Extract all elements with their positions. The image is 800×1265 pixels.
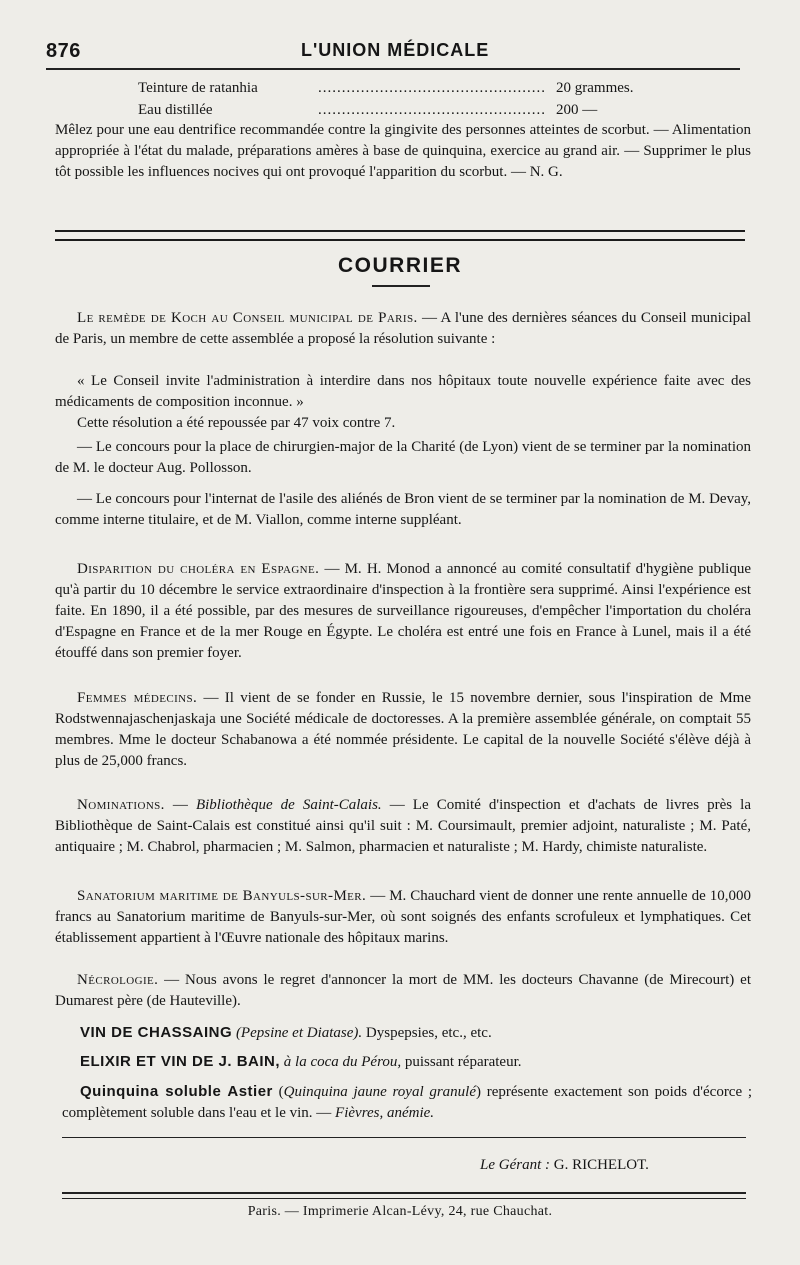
recipe-list [138,80,738,124]
gerant-line [480,1157,649,1174]
news-item-body: — A l'une des dernières séances du Conseil municipal de Paris, un membre de cette assemblée a proposé la résolution suivante : [55,310,751,347]
news-item-bron: — Le concours pour l'internat de l'asile des aliénés de Bron vient de se terminer par la nomination de M. Devay, comme interne titulaire, et de M. Viallon, comme interne suppléant. [55,491,751,528]
advert-chassaing [80,1022,750,1044]
gerant-label: Le Gérant : [480,1157,550,1173]
advert-text: ( [272,1084,284,1100]
news-item-body: — Nous avons le regret d'annoncer la mort de MM. les docteurs Chavanne (de Mirecourt) et Dumarest père (de Hauteville). [55,972,751,1009]
journal-title: L'UNION MÉDICALE [301,40,490,60]
news-item-sanatorium [55,886,751,949]
news-item-heading: Nécrologie. [77,972,159,988]
news-item-body: — Le Comité d'inspection et d'achats de livres près la Bibliothèque de Saint-Calais est constitué ainsi qu'il suit : M. Coursimault, premier adjoint, naturaliste ; M. Paté, antiquaire ; M. Chabrol, pharmacien ; M. Salmon, pharmacien et naturaliste ; M. Hardy, chimiste naturaliste. [55,797,751,855]
recipe-quantity: 200 — [556,102,598,118]
news-item-femmes-medecins [55,688,751,772]
news-item-dash: — [164,797,196,813]
footer-double-rule [62,1192,746,1199]
advert-brand: ELIXIR ET VIN DE J. BAIN, [80,1053,281,1070]
news-item-body: — M. Chauchard vient de donner une rente annuelle de 10,000 francs au Sanatorium maritime de Banyuls-sur-Mer, où sont soignés des enfants scrofuleux et lymphatiques. Cet établissement appartient à l'Œuvre nationale des hôpitaux marins. [55,888,751,946]
advert-italic: (Pepsine et Diatase). [235,1025,363,1041]
news-item-heading: Femmes médecins. [77,690,198,706]
recipe-quantity: 20 grammes. [556,80,634,96]
advert-brand: VIN DE CHASSAING [80,1024,233,1041]
recipe-leader-dots: ................................................ [318,102,546,118]
news-item-nominations [55,795,751,858]
intro-paragraph: Mêlez pour une eau dentrifice recommandée contre la gingivite des personnes atteintes de scorbut. — Alimentation appropriée à l'état du malade, préparations amères à base de quinquina, exercice au grand air. — Supprimer le plus tôt possible les influences nocives qui ont provoqué l'apparition du scorbut. — N. G. [55,122,751,180]
recipe-row [138,80,738,102]
news-item-koch [55,308,751,350]
news-item-body: — M. H. Monod a annoncé au comité consultatif d'hygiène publique qu'à partir du 10 décembre le service extraordinaire d'inspection à la frontière sera supprimé. Ainsi l'expérience est faite. En 1890, il a été possible, par des mesures de surveillance rigoureuses, d'empêcher l'importation du choléra d'Espagne en France et de la mer Rouge en Égypte. Le choléra est entré une fois en France à Lunel, mais il a été étouffé dans son premier foyer. [55,561,751,661]
section-divider [55,230,745,241]
recipe-leader-dots: ................................................ [318,80,546,96]
printer-imprint: Paris. — Imprimerie Alcan-Lévy, 24, rue Chauchat. [247,1204,553,1219]
news-item-heading: Le remède de Koch au Conseil municipal de Paris. [77,310,418,326]
header-rule [46,68,740,70]
news-item-italic: Bibliothèque de Saint-Calais. [195,797,382,813]
recipe-ingredient: Teinture de ratanhia [138,80,258,96]
section-title-rule [372,285,430,287]
resolution-result: Cette résolution a été repoussée par 47 voix contre 7. [77,415,396,431]
news-item-heading: Nominations. [77,797,165,813]
gerant-name: G. RICHELOT. [550,1157,649,1173]
news-item-necrologie [55,970,751,1012]
resolution-quote: « Le Conseil invite l'administration à interdire dans nos hôpitaux toute nouvelle expérience faite avec des médicaments de composition inconnue. » [55,373,751,410]
recipe-ingredient: Eau distillée [138,102,213,118]
advert-italic: Fièvres, anémie. [335,1105,435,1121]
section-title: COURRIER [337,254,462,277]
footer-rule [62,1137,746,1138]
news-item-body: — Il vient de se fonder en Russie, le 15 novembre dernier, sous l'inspiration de Mme Rodstwennajaschenjaskaja une Société médicale de doctoresses. A la première assemblée générale, on comptait 55 membres. Mme le docteur Schabanowa a été nommée présidente. Le capital de la nouvelle Société s'élève déjà à plus de 25,000 francs. [55,690,751,769]
news-item-heading: Sanatorium maritime de Banyuls-sur-Mer. [77,888,367,904]
advert-bain [80,1051,750,1073]
advert-brand: Quinquina soluble Astier [80,1083,273,1100]
advert-italic: à la coca du Pérou, [280,1054,402,1070]
advert-astier [62,1081,752,1124]
page-header [46,40,746,66]
news-item-heading: Disparition du choléra en Espagne. [77,561,320,577]
page-number: 876 [46,40,81,62]
advert-text: puissant réparateur. [401,1054,522,1070]
advert-text: ) représente exactement son poids d'écorce ; complètement soluble dans l'eau et le vin. — [62,1084,753,1121]
news-item-cholera [55,559,751,664]
news-item-charite: — Le concours pour la place de chirurgien-major de la Charité (de Lyon) vient de se terminer par la nomination de M. le docteur Aug. Pollosson. [55,439,751,476]
advert-text: Dyspepsies, etc., etc. [362,1025,492,1041]
advert-italic: Quinquina jaune royal granulé [283,1084,476,1100]
